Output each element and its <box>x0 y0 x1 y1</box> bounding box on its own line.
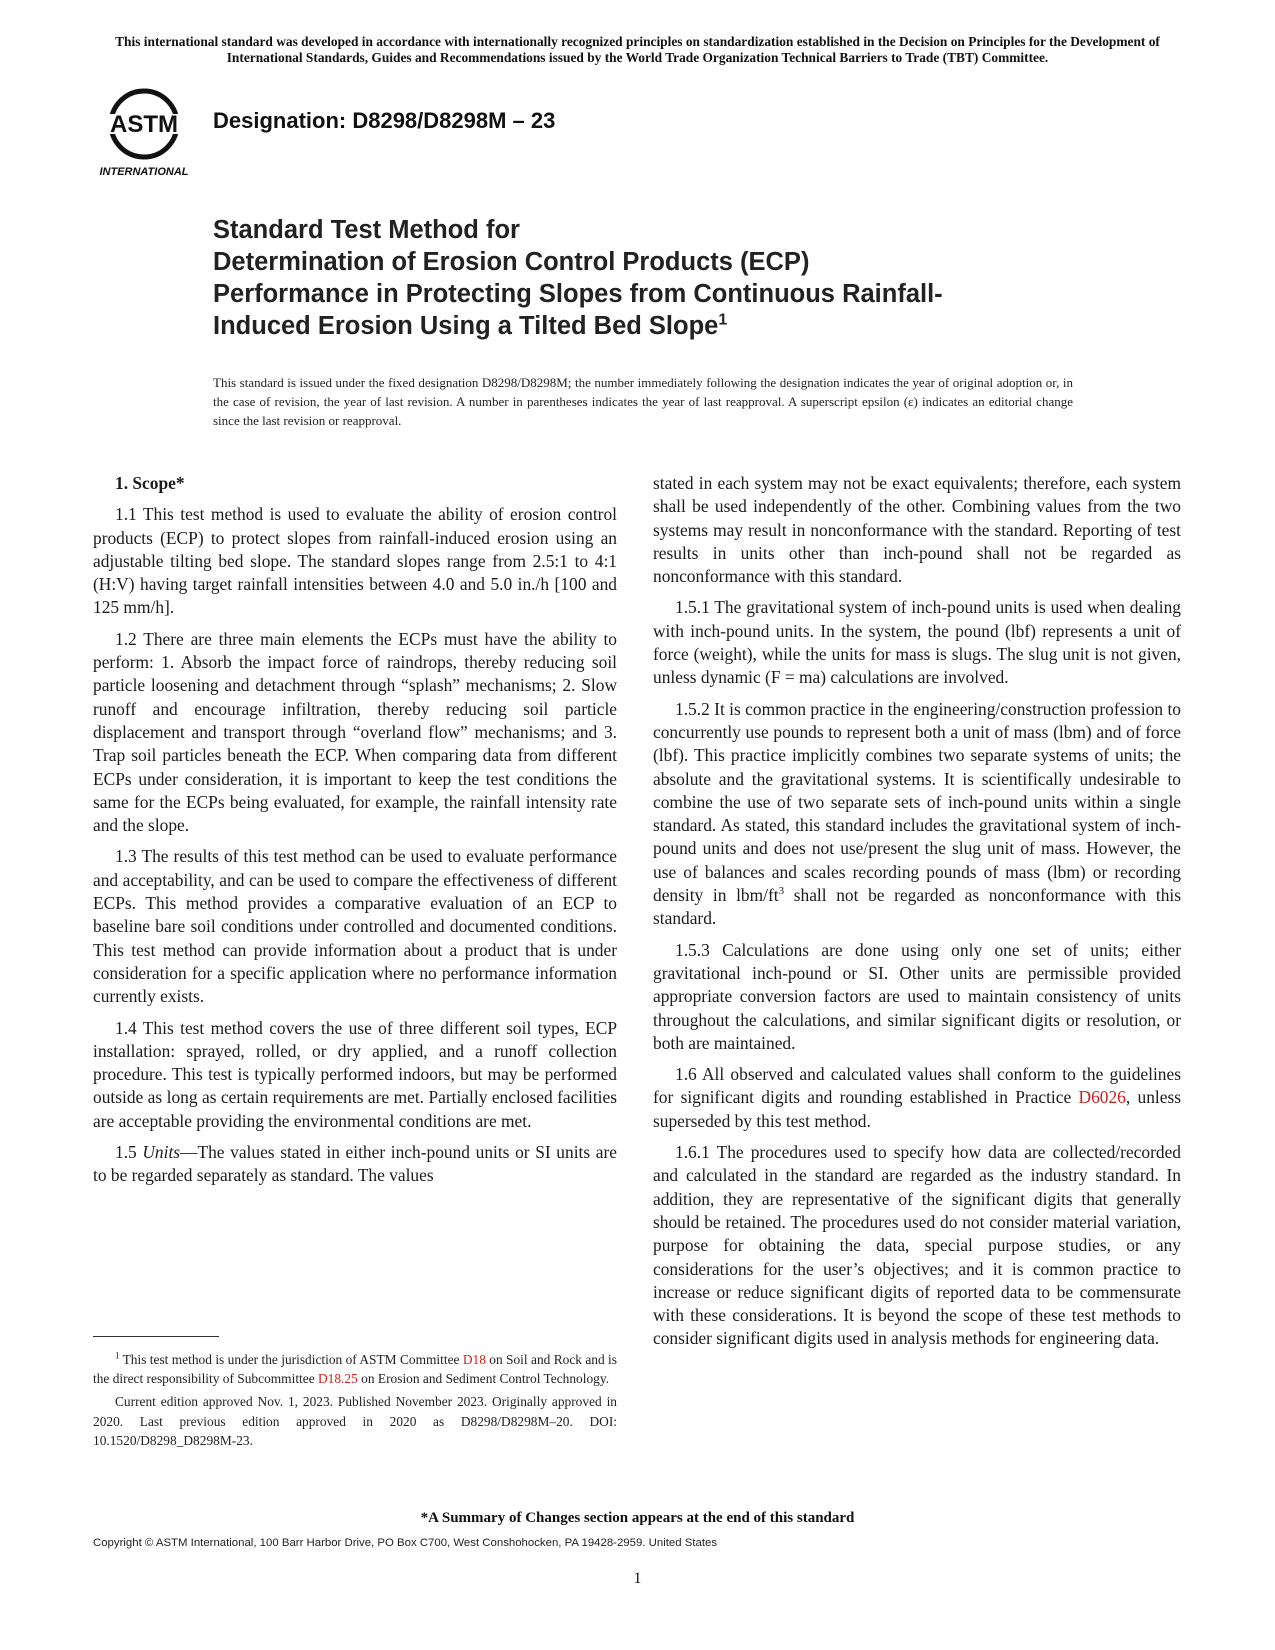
link-d18[interactable]: D18 <box>462 1352 486 1367</box>
paragraph-1-5-1: 1.5.1 The gravitational system of inch-pound units is used when dealing with inch-pound units. In the system, the pound (lbf) represents a unit of force (weight), while the units for mass is slugs. The slug unit is not given, unless dynamic (F = ma) calculations are involved. <box>653 597 1181 688</box>
document-title <box>213 214 1113 342</box>
paragraph-1-6-post: , unless superseded by this test method. <box>653 1087 1181 1131</box>
footnote-edition: Current edition approved Nov. 1, 2023. Published November 2023. Originally approved in 2020. Last previous edition approved in 2020 as D8298/D8298M–20. DOI: 10.1520/D8298_D8298M-23. <box>93 1394 617 1448</box>
footnote-1-pre: This test method is under the jurisdiction of ASTM Committee <box>119 1352 463 1367</box>
title-line-3: Performance in Protecting Slopes from Continuous Rainfall- <box>213 280 943 308</box>
astm-logo <box>92 88 200 180</box>
paragraph-1-6-1: 1.6.1 The procedures used to specify how data are collected/recorded and calculated in the standard are regarded as the industry standard. In addition, they are representative of the significant digits that generally should be retained. The procedures used do not consider material variation, purpose for obtaining the data, special purpose studies, or any considerations for the user’s objectives; and it is common practice to increase or reduce significant digits of reported data to be commensurate with these considerations. It is beyond the scope of these test methods to consider significant digits used in analysis methods for engineering data. <box>653 1142 1181 1349</box>
left-column <box>93 472 617 1188</box>
footnote-1-number: 1 <box>115 1350 120 1361</box>
right-column <box>653 472 1181 1359</box>
title-line-1: Standard Test Method for <box>213 216 520 244</box>
paragraph-1-3: 1.3 The results of this test method can be used to evaluate performance and acceptability, and can be used to compare the effectiveness of different ECPs. This method provides a comparative evaluation of an ECP to baseline bare soil conditions under controlled and documented conditions. This test method can provide information about a product that is under consideration for a specific application where no performance information currently exists. <box>93 846 617 1007</box>
footnotes <box>93 1350 617 1454</box>
paragraph-1-6 <box>653 1063 1181 1133</box>
link-d6026[interactable]: D6026 <box>1078 1087 1126 1108</box>
paragraph-1-5-number: 1.5 <box>115 1142 143 1163</box>
paragraph-1-5-2-text: 1.5.2 It is common practice in the engineering/construction profession to concurrently use pounds to represent both a unit of mass (lbm) and of force (lbf). This practice implicitly combines two separate systems of units; the absolute and the gravitational systems. It is scientifically undesirable to combine the use of two separate sets of inch-pound units within a single standard. As stated, this standard includes the gravitational system of inch-pound units and does not use/present the slug unit of mass. However, the use of balances and scales recording pounds of mass (lbm) or recording density in lbm/ft <box>653 698 1181 906</box>
logo-letters: ASTM <box>110 111 178 138</box>
copyright-line: Copyright © ASTM International, 100 Barr Harbor Drive, PO Box C700, West Conshohocken, PA 19428-2959. United States <box>93 1537 718 1549</box>
paragraph-1-5-continued: stated in each system may not be exact equivalents; therefore, each system shall be used independently of the other. Combining values from the two systems may result in nonconformance with the standard. Reporting of test results in units other than inch-pound shall not be regarded as nonconformance with this standard. <box>653 473 1181 587</box>
cubic-superscript: 3 <box>778 885 785 898</box>
wto-notice: This international standard was developed in accordance with internationally recognized principles on standardization established in the Decision on Principles for the Development of International Standards, Guides and Recommendations issued by the World Trade Organization Technical Barriers to Trade (TBT) Committee. <box>115 34 1160 65</box>
paragraph-1-5-3: 1.5.3 Calculations are done using only one set of units; either gravitational inch-pound or SI. Other units are permissible provided appropriate conversion factors are used to maintain consistency of units throughout the calculations, and similar significant digits or resolution, or both are maintained. <box>653 939 1181 1053</box>
title-footnote-ref: 1 <box>718 311 728 329</box>
title-line-2: Determination of Erosion Control Products (ECP) <box>213 248 810 276</box>
paragraph-1-5 <box>93 1141 617 1188</box>
paragraph-1-5-units: Units <box>142 1142 181 1163</box>
paragraph-1-4: 1.4 This test method covers the use of three different soil types, ECP installation: sprayed, rolled, or dry applied, and a runoff collection procedure. This test is typically performed indoors, but may be performed outside as long as certain requirements are met. Partially enclosed facilities are acceptable providing the environmental conditions are met. <box>93 1017 617 1131</box>
footnote-divider <box>93 1336 219 1337</box>
footnote-1-post: on Erosion and Sediment Control Technology. <box>357 1371 610 1387</box>
logo-caption: INTERNATIONAL <box>99 166 189 178</box>
section-heading-scope: 1. Scope* <box>115 473 185 493</box>
paragraph-1-6-pre: 1.6 All observed and calculated values shall conform to the guidelines for significant digits and rounding established in Practice <box>653 1064 1181 1108</box>
issuance-note: This standard is issued under the fixed designation D8298/D8298M; the number immediately following the designation indicates the year of original adoption or, in the case of revision, the year of last revision. A number in parentheses indicates the year of last reapproval. A superscript epsilon (ε) indicates an editorial change since the last revision or reapproval. <box>213 375 1073 428</box>
astm-logo-icon <box>92 88 200 180</box>
title-line-4-text: Induced Erosion Using a Tilted Bed Slope <box>213 312 719 340</box>
title-line-4 <box>213 310 1113 342</box>
paragraph-1-5-2-end: shall not be regarded as nonconformance with this standard. <box>653 885 1181 929</box>
footnote-1-mid: on Soil and Rock and is the direct responsibility of Subcommittee <box>93 1352 617 1387</box>
summary-of-changes-note: *A Summary of Changes section appears at the end of this standard <box>420 1510 855 1526</box>
link-d18-25[interactable]: D18.25 <box>318 1371 358 1387</box>
paragraph-1-2: 1.2 There are three main elements the ECPs must have the ability to perform: 1. Absorb the impact force of raindrops, thereby reducing soil particle loosening and detachment through “splash” mechanisms; 2. Slow runoff and encourage infiltration, thereby reducing soil particle displacement and transport through “overland flow” mechanisms; and 3. Trap soil particles beneath the ECP. When comparing data from different ECPs under consideration, it is important to keep the test conditions the same for the ECPs being evaluated, for example, the rainfall intensity rate and the slope. <box>93 628 617 836</box>
footnote-1 <box>93 1350 617 1388</box>
paragraph-1-1: 1.1 This test method is used to evaluate the ability of erosion control products (ECP) to protect slopes from rainfall-induced erosion using an adjustable tilting bed slope. The standard slopes range from 2.5:1 to 4:1 (H:V) having target rainfall intensities between 4.0 and 5.0 in./h [100 and 125 mm/h]. <box>93 504 617 618</box>
paragraph-1-5-2 <box>653 698 1181 931</box>
designation: Designation: D8298/D8298M – 23 <box>213 108 556 133</box>
page-number: 1 <box>633 1570 642 1587</box>
paragraph-1-5-text: —The values stated in either inch-pound units or SI units are to be regarded separately as standard. The values <box>93 1142 617 1186</box>
